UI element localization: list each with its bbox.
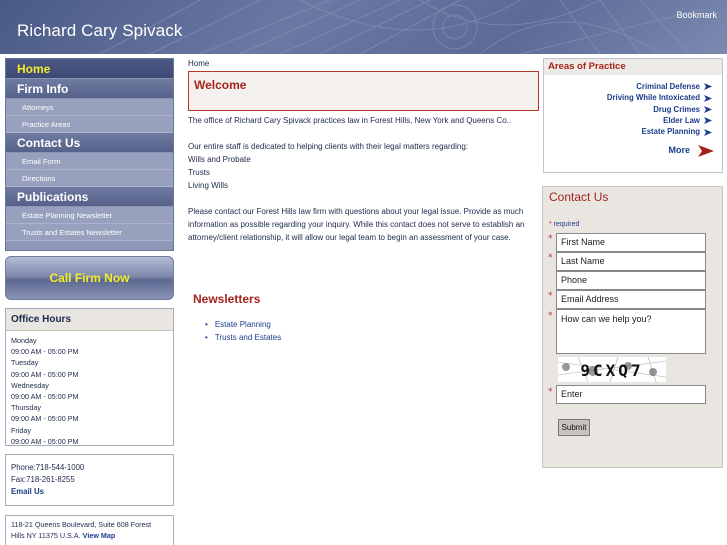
hours-time: 09:00 AM - 05:00 PM xyxy=(11,347,79,357)
hours-day: Wednesday xyxy=(11,380,49,390)
practice-area-label: Elder Law xyxy=(663,115,700,125)
service-item: Wills and Probate xyxy=(188,155,251,164)
required-star-icon: * xyxy=(548,387,553,397)
nav-email-form[interactable]: Email Form xyxy=(6,153,173,170)
office-hours-title: Office Hours xyxy=(6,309,173,331)
required-star-icon: * xyxy=(548,253,553,263)
newsletters-list xyxy=(205,318,281,344)
nav-attorneys[interactable]: Attorneys xyxy=(6,99,173,116)
contact-paragraph: Please contact our Forest Hills law firm with questions about your legal issue. Provide as much information as possible regarding your inquiry. While this contact does not serve to establish an attorney/client relationship, it will allow our legal team to begin an assessment of your case. xyxy=(188,207,525,242)
newsletter-link[interactable]: • Trusts and Estates xyxy=(205,331,281,344)
contact-form-panel xyxy=(542,186,723,468)
address-panel xyxy=(5,515,174,545)
nav-publications[interactable]: Publications xyxy=(6,187,173,207)
nav-firm-info[interactable]: Firm Info xyxy=(6,79,173,99)
phone-number: Phone:718-544-1000 xyxy=(11,463,85,472)
practice-area-label: Driving While Intoxicated xyxy=(606,93,700,103)
phone-field[interactable]: Phone xyxy=(556,271,706,290)
services-intro: Our entire staff is dedicated to helping clients with their legal matters regarding: xyxy=(188,142,468,151)
site-title: Richard Cary Spivack xyxy=(17,21,183,40)
arrow-right-icon xyxy=(704,106,712,113)
nav-estate-newsletter[interactable]: Estate Planning Newsletter xyxy=(6,207,173,224)
intro-paragraph: The office of Richard Cary Spivack practices law in Forest Hills, New York and Queens Co.. xyxy=(188,116,512,125)
page-title: Welcome xyxy=(194,78,247,92)
required-star-icon: * xyxy=(548,311,553,321)
arrow-right-icon xyxy=(704,83,712,90)
areas-of-practice-title: Areas of Practice xyxy=(544,59,722,75)
submit-button[interactable]: Submit xyxy=(558,419,590,436)
hours-time: 09:00 AM - 05:00 PM xyxy=(11,392,79,402)
practice-area-link[interactable] xyxy=(607,126,712,137)
arrow-right-icon xyxy=(704,129,712,136)
service-item: Living Wills xyxy=(188,181,229,190)
captcha-image xyxy=(558,357,666,382)
newsletter-link[interactable]: • Estate Planning xyxy=(205,318,281,331)
nav-directions[interactable]: Directions xyxy=(6,170,173,187)
hours-time: 09:00 AM - 05:00 PM xyxy=(11,369,79,379)
practice-area-link[interactable] xyxy=(607,81,712,92)
practice-area-label: Drug Crimes xyxy=(653,104,700,114)
nav-contact-us[interactable]: Contact Us xyxy=(6,133,173,153)
view-map-link[interactable]: View Map xyxy=(82,531,116,540)
required-note: * required xyxy=(549,221,580,228)
practice-area-label: Estate Planning xyxy=(641,127,700,137)
bookmark-link[interactable]: Bookmark xyxy=(676,10,717,20)
last-name-field[interactable]: Last Name xyxy=(556,252,706,271)
hours-time: 09:00 AM - 05:00 PM xyxy=(11,414,79,424)
practice-area-link[interactable] xyxy=(607,92,712,103)
arrow-right-icon xyxy=(704,117,712,124)
breadcrumb[interactable]: Home xyxy=(188,59,210,68)
main-nav xyxy=(5,58,174,251)
main-content xyxy=(188,114,542,257)
more-practice-areas-link[interactable] xyxy=(668,143,714,157)
nav-trusts-newsletter[interactable]: Trusts and Estates Newsletter xyxy=(6,224,173,241)
office-hours-list xyxy=(6,331,173,451)
captcha-icon xyxy=(558,357,666,382)
required-star-icon: * xyxy=(548,291,553,301)
office-hours-panel xyxy=(5,308,174,446)
required-star-icon: * xyxy=(548,234,553,244)
services-paragraph xyxy=(188,140,542,192)
practice-area-link[interactable] xyxy=(607,104,712,115)
practice-area-link[interactable] xyxy=(607,115,712,126)
hours-day: Thursday xyxy=(11,403,41,413)
first-name-field[interactable]: First Name xyxy=(556,233,706,252)
areas-of-practice-list xyxy=(607,81,712,137)
email-us-link[interactable]: Email Us xyxy=(11,487,44,496)
address-line-2: Hills NY 11375 U.S.A. xyxy=(11,531,81,540)
hours-day: Friday xyxy=(11,425,31,435)
welcome-box xyxy=(188,71,539,111)
contact-form-title: Contact Us xyxy=(549,190,609,204)
captcha-input[interactable]: Enter xyxy=(556,385,706,404)
hours-day: Tuesday xyxy=(11,358,39,368)
service-item: Trusts xyxy=(188,168,210,177)
required-label: required xyxy=(553,221,580,228)
site-header xyxy=(0,0,727,54)
contact-info-panel xyxy=(5,454,174,506)
arrow-right-icon xyxy=(698,145,714,157)
hours-time: 09:00 AM - 05:00 PM xyxy=(11,436,79,446)
arrow-right-icon xyxy=(704,95,712,102)
fax-number: Fax:718-261-8255 xyxy=(11,475,75,484)
areas-of-practice-panel xyxy=(543,58,723,173)
newsletters-title: Newsletters xyxy=(193,292,261,306)
nav-home[interactable]: Home xyxy=(6,59,173,79)
message-textarea[interactable]: How can we help you? xyxy=(556,309,706,354)
hours-day: Monday xyxy=(11,336,37,345)
nav-practice-areas[interactable]: Practice Areas xyxy=(6,116,173,133)
more-label: More xyxy=(668,145,690,155)
call-firm-button[interactable]: Call Firm Now xyxy=(5,256,174,300)
captcha-text: 9CXQ7 xyxy=(580,361,644,380)
practice-area-label: Criminal Defense xyxy=(636,82,700,91)
email-field[interactable]: Email Address xyxy=(556,290,706,309)
address-line-1: 118-21 Queens Boulevard, Suite 608 Forest xyxy=(11,520,152,529)
